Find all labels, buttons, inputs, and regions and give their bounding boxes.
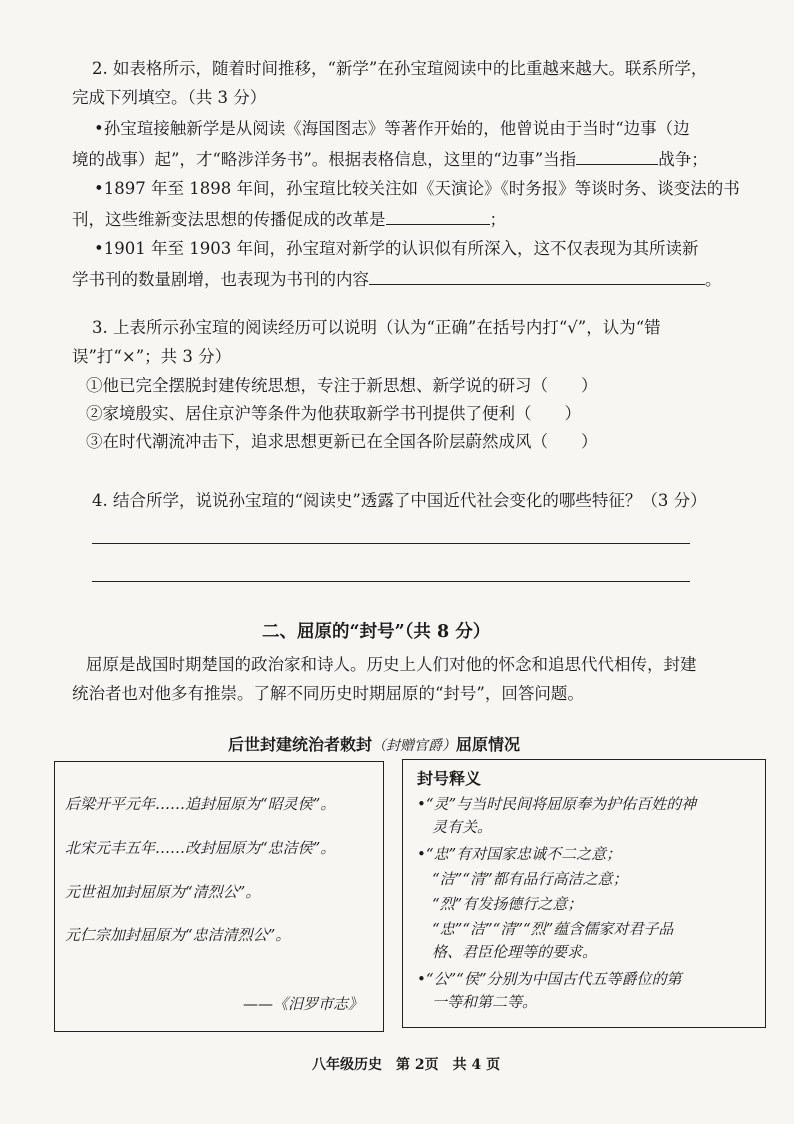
conferral-source: ——《汨罗市志》 bbox=[243, 995, 364, 1013]
section2-intro-line2: 统治者也对他多有推崇。了解不同历史时期屈原的“封号”，回答问题。 bbox=[72, 684, 584, 703]
meaning-line-5: “烈”有发扬德行之意； bbox=[417, 895, 583, 913]
conferral-line-3: 元世祖加封屈原为“清烈公”。 bbox=[65, 883, 261, 901]
table-title-post: 屈原情况 bbox=[456, 735, 521, 754]
q4-answer-line-1[interactable] bbox=[92, 543, 690, 544]
meaning-line-1: •“灵”与当时民间将屈原奉为护佑百姓的神 bbox=[417, 795, 697, 813]
page-footer bbox=[312, 1053, 500, 1077]
meaning-line-7: 格、君臣伦理等的要求。 bbox=[417, 943, 598, 961]
conferral-line-2: 北宋元丰五年……改封屈原为“忠洁侯”。 bbox=[65, 839, 336, 857]
meaning-line-8: •“公”“侯”分别为中国古代五等爵位的第 bbox=[417, 970, 682, 988]
meaning-line-6: “忠”“洁”“清”“烈”蕴含儒家对君子品 bbox=[417, 920, 674, 938]
q2-bullet1-line1: •孙宝瑄接触新学是从阅读《海国图志》等著作开始的，他曾说由于当时“边事（边 bbox=[94, 119, 690, 138]
q4-stem: 4. 结合所学，说说孙宝瑄的“阅读史”透露了中国近代社会变化的哪些特征？（3 分） bbox=[92, 491, 707, 510]
footer-page: 第 2页 bbox=[396, 1057, 439, 1073]
q2-bullet3-text: 学书刊的数量剧增，也表现为书刊的内容 bbox=[72, 270, 369, 289]
q2-bullet3-line1: •1901 年至 1903 年间，孙宝瑄对新学的认识似有所深入，这不仅表现为其所读新 bbox=[94, 239, 699, 258]
q2-bullet3-line2 bbox=[72, 266, 722, 292]
q3-item-1[interactable]: ①他已完全摆脱封建传统思想，专注于新思想、新学说的研习（ ） bbox=[86, 376, 598, 395]
q4-answer-line-2[interactable] bbox=[92, 581, 690, 582]
meaning-line-3: •“忠”有对国家忠诚不二之意； bbox=[417, 845, 622, 863]
q2-blank-border-war[interactable] bbox=[576, 146, 658, 165]
meaning-line-2: 灵有关。 bbox=[417, 818, 493, 836]
table-title-paren: （封赠官爵） bbox=[372, 738, 457, 754]
q2-bullet2-suffix: ； bbox=[489, 210, 506, 229]
q2-stem-line1: 2. 如表格所示，随着时间推移，“新学”在孙宝瑄阅读中的比重越来越大。联系所学， bbox=[92, 59, 708, 78]
title-meaning-heading: 封号释义 bbox=[417, 769, 482, 788]
footer-subject: 八年级历史 bbox=[312, 1057, 382, 1073]
q2-bullet2-line1: •1897 年至 1898 年间，孙宝瑄比较关注如《天演论》《时务报》等谈时务、谈变法的书 bbox=[94, 179, 740, 198]
q2-bullet1-suffix: 战争； bbox=[658, 150, 708, 169]
q2-blank-content[interactable] bbox=[369, 266, 705, 285]
q2-bullet3-suffix: 。 bbox=[705, 270, 722, 289]
table-title-pre: 后世封建统治者敕封 bbox=[228, 735, 373, 754]
q2-bullet1-line2 bbox=[72, 146, 708, 172]
q2-blank-reform[interactable] bbox=[386, 206, 490, 225]
q2-stem-line2: 完成下列填空。（共 3 分） bbox=[72, 88, 267, 107]
q3-stem-line2: 误”打“×”；共 3 分） bbox=[72, 347, 232, 366]
conferral-line-1: 后梁开平元年……追封屈原为“昭灵侯”。 bbox=[65, 795, 336, 813]
section2-heading: 二、屈原的“封号”（共 8 分） bbox=[262, 622, 491, 642]
meaning-line-9: 一等和第二等。 bbox=[417, 993, 538, 1011]
table-title bbox=[228, 733, 520, 758]
conferral-record-box bbox=[54, 761, 384, 1032]
title-meaning-box bbox=[402, 759, 766, 1028]
q3-item-3[interactable]: ③在时代潮流冲击下，追求思想更新已在全国各阶层蔚然成风（ ） bbox=[86, 432, 598, 451]
conferral-line-4: 元仁宗加封屈原为“忠洁清烈公”。 bbox=[65, 926, 291, 944]
q2-bullet1-text: 境的战事）起”，才“略涉洋务书”。根据表格信息，这里的“边事”当指 bbox=[72, 150, 577, 169]
section2-intro-line1: 屈原是战国时期楚国的政治家和诗人。历史上人们对他的怀念和追思代代相传，封建 bbox=[86, 655, 697, 674]
meaning-line-4: “洁”“清”都有品行高洁之意； bbox=[417, 870, 628, 888]
q2-bullet2-text: 刊，这些维新变法思想的传播促成的改革是 bbox=[72, 210, 386, 229]
footer-total: 共 4 页 bbox=[452, 1057, 501, 1073]
q3-item-2[interactable]: ②家境殷实、居住京沪等条件为他获取新学书刊提供了便利（ ） bbox=[86, 404, 581, 423]
q2-bullet2-line2 bbox=[72, 206, 506, 232]
q3-stem-line1: 3. 上表所示孙宝瑄的阅读经历可以说明（认为“正确”在括号内打“√”，认为“错 bbox=[92, 318, 661, 337]
